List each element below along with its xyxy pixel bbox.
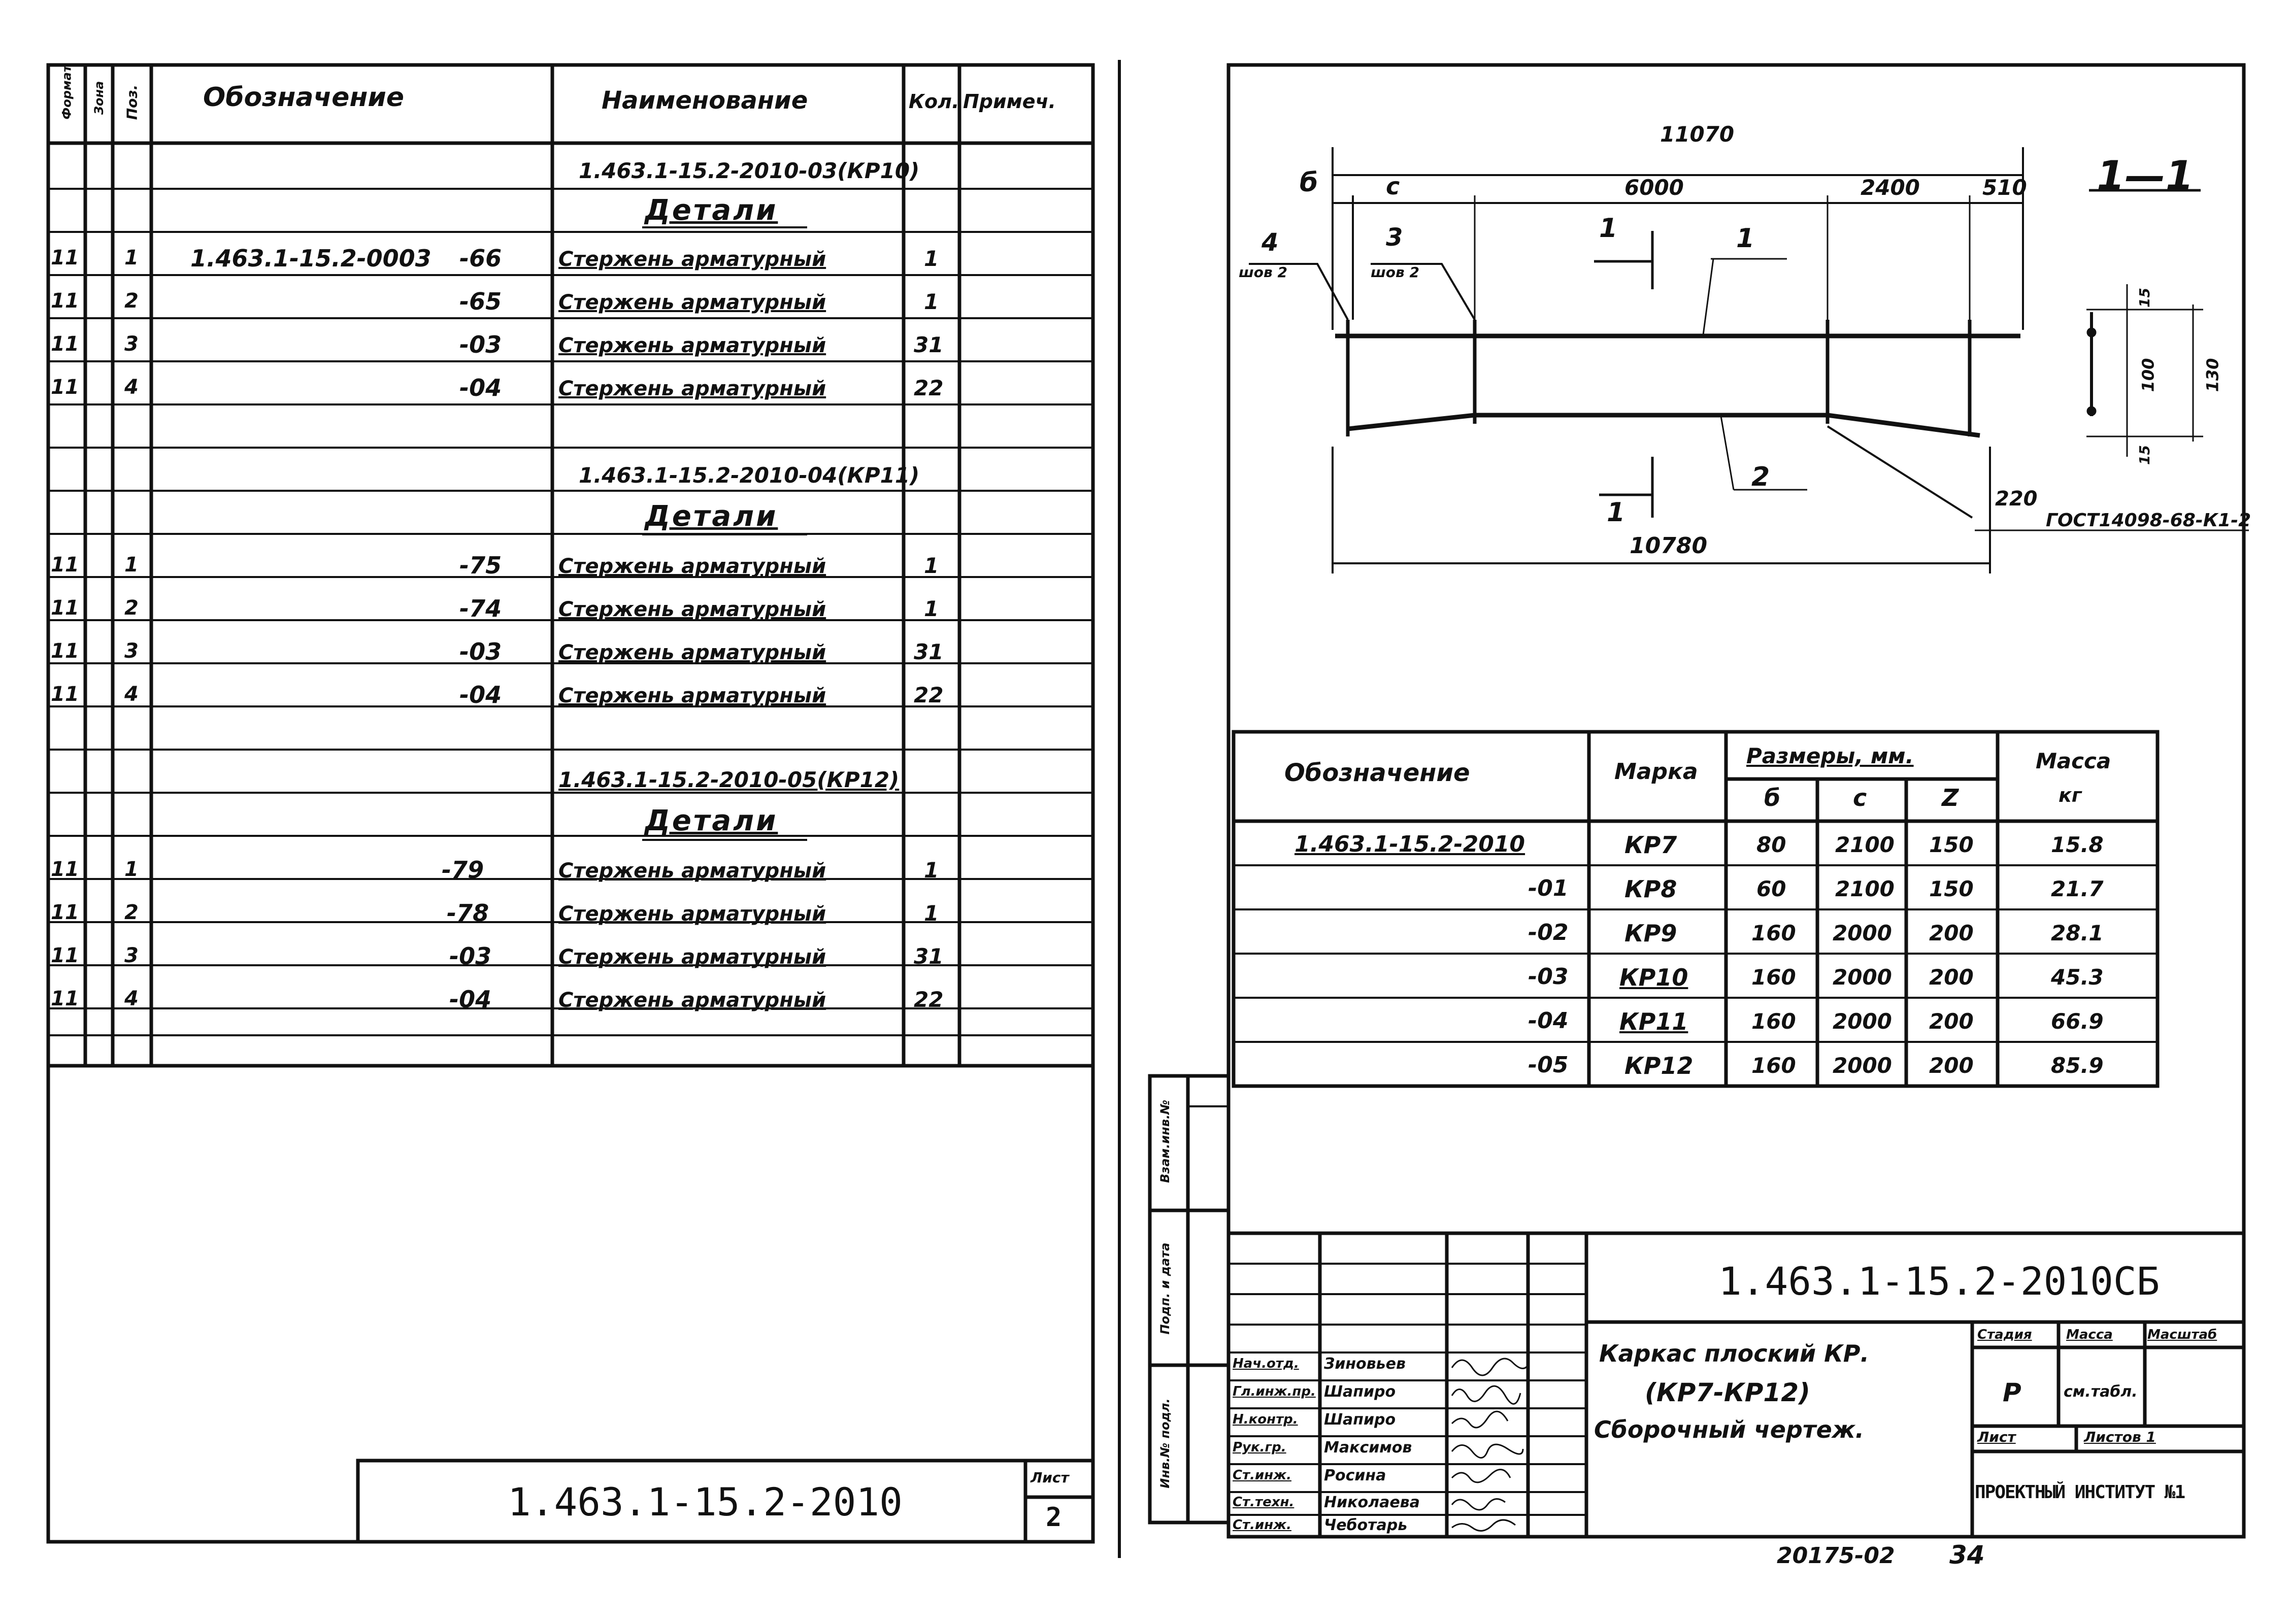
title-code: 1.463.1-15.2-2010СБ: [1718, 1259, 2160, 1304]
signer-name: Шапиро: [1324, 1383, 1396, 1401]
row-name: Стержень арматурный: [558, 377, 826, 400]
mass-row-mass: 21.7: [2051, 876, 2104, 901]
weld-3-label: шов 2: [1371, 264, 1419, 281]
row-pos: 1: [124, 246, 139, 269]
header-pos: Поз.: [123, 84, 141, 120]
header-name: Наименование: [602, 86, 808, 115]
header-qty: Кол.: [909, 90, 959, 113]
row-suffix: -03: [459, 638, 502, 665]
mass-header-z: Z: [1942, 784, 1959, 811]
row-name: Стержень арматурный: [558, 945, 826, 969]
mass-row-z: 150: [1929, 832, 1974, 857]
row-format: 11: [51, 596, 79, 620]
mass-row-b: 160: [1751, 1053, 1796, 1078]
row-format: 11: [51, 639, 79, 663]
mass-row-mass: 28.1: [2051, 921, 2104, 945]
header-zone: Зона: [92, 81, 106, 115]
mass-row-z: 150: [1929, 876, 1974, 901]
dim-2400: 2400: [1861, 175, 1920, 200]
row-pos: 4: [124, 987, 139, 1010]
strip-label-2: Подп. и дата: [1158, 1242, 1172, 1335]
row-format: 11: [51, 246, 79, 269]
row-qty: 22: [914, 376, 944, 400]
mass-row-b: 160: [1751, 921, 1796, 945]
mass-row-z: 200: [1929, 1009, 1974, 1034]
mass-header-b: б: [1764, 784, 1781, 811]
mass-row-designation: -04: [1528, 1008, 1569, 1034]
row-pos: 1: [124, 858, 139, 881]
mass-row-mark: КР8: [1624, 875, 1677, 903]
mass-value: см.табл.: [2064, 1383, 2138, 1401]
row-qty: 1: [924, 858, 939, 883]
row-format: 11: [51, 944, 79, 967]
row-pos: 3: [124, 639, 139, 663]
row-suffix: -79: [442, 856, 484, 884]
section-dim-100: 100: [2138, 358, 2158, 392]
signer-role: Нач.отд.: [1233, 1356, 1299, 1371]
row-qty: 1: [924, 596, 939, 621]
row-designation: 1.463.1-15.2-0003: [190, 245, 432, 272]
header-note: Примеч.: [963, 90, 1056, 113]
left-stamp-sheet-no: 2: [1046, 1502, 1062, 1533]
mass-row-designation: 1.463.1-15.2-2010: [1295, 831, 1525, 857]
mass-row-designation: -02: [1528, 920, 1569, 945]
title-line-3: Сборочный чертеж.: [1594, 1416, 1865, 1443]
mass-row-b: 60: [1756, 876, 1786, 901]
signer-name: Шапиро: [1324, 1411, 1396, 1429]
mass-row-mass: 85.9: [2051, 1053, 2104, 1078]
row-qty: 1: [924, 553, 939, 578]
title-line-1: Каркас плоский КР.: [1599, 1340, 1869, 1367]
mass-row-mass: 45.3: [2051, 965, 2104, 990]
row-suffix: -75: [459, 552, 502, 579]
row-name: Стержень арматурный: [558, 334, 826, 357]
mass-row-b: 160: [1751, 1009, 1796, 1034]
left-stamp-sheet-label: Лист: [1031, 1469, 1069, 1486]
dim-220: 220: [1995, 487, 2038, 511]
mass-row-c: 2000: [1833, 921, 1892, 945]
row-format: 11: [51, 683, 79, 706]
row-name: Стержень арматурный: [558, 291, 826, 314]
mass-row-designation: -05: [1528, 1052, 1569, 1078]
row-pos: 2: [124, 596, 139, 620]
row-suffix: -04: [449, 986, 492, 1013]
org-name: ПРОЕКТНЫЙ ИНСТИТУТ №1: [1975, 1482, 2185, 1503]
row-pos: 3: [124, 944, 139, 967]
mass-header-designation: Обозначение: [1284, 759, 1470, 787]
section-dim-130: 130: [2203, 358, 2222, 392]
mass-row-mark: КР9: [1624, 920, 1677, 947]
row-suffix: -04: [459, 374, 502, 401]
mass-row-c: 2000: [1833, 965, 1892, 990]
row-name: Стержень арматурный: [558, 989, 826, 1012]
row-format: 11: [51, 553, 79, 577]
mass-row-c: 2100: [1835, 832, 1895, 857]
row-format: 11: [51, 332, 79, 356]
row-name: Стержень арматурный: [558, 684, 826, 707]
section-heading-1: Детали: [645, 194, 778, 227]
row-pos: 2: [124, 289, 139, 313]
row-pos: 3: [124, 332, 139, 356]
dim-bottom: 10780: [1630, 533, 1708, 559]
signer-name: Зиновьев: [1324, 1355, 1406, 1373]
header-format: Формат: [59, 65, 74, 120]
row-pos: 1: [124, 553, 139, 577]
mass-row-mark: КР12: [1624, 1052, 1694, 1079]
signer-role: Ст.инж.: [1233, 1517, 1291, 1533]
mass-row-mark: КР11: [1619, 1008, 1688, 1035]
row-name: Стержень арматурный: [558, 598, 826, 621]
row-format: 11: [51, 987, 79, 1010]
mass-header-mass: Масса: [2036, 749, 2111, 773]
pos-1-label: 1: [1736, 223, 1755, 254]
mass-row-designation: -03: [1528, 964, 1569, 990]
mass-header-mark: Марка: [1614, 759, 1698, 785]
signer-name: Николаева: [1324, 1494, 1420, 1511]
section-heading-3: Детали: [645, 804, 778, 837]
signer-role: Ст.инж.: [1233, 1468, 1291, 1483]
pos-4-label: 4: [1262, 228, 1279, 257]
section-doc-3: 1.463.1-15.2-2010-05(КР12): [558, 767, 900, 792]
row-suffix: -03: [459, 331, 502, 358]
row-name: Стержень арматурный: [558, 859, 826, 883]
row-pos: 2: [124, 901, 139, 924]
strip-label-3: Инв.№ подл.: [1158, 1398, 1172, 1488]
mass-row-mark: КР7: [1624, 831, 1677, 859]
mass-row-z: 200: [1929, 921, 1974, 945]
section-dim-15b: 15: [2136, 445, 2153, 465]
row-name: Стержень арматурный: [558, 902, 826, 926]
mass-row-c: 2000: [1833, 1053, 1892, 1078]
row-suffix: -74: [459, 595, 502, 622]
signer-role: Рук.гр.: [1233, 1440, 1286, 1455]
scale-label: Масштаб: [2147, 1327, 2217, 1342]
mass-header-c: с: [1853, 784, 1867, 811]
pos-2-label: 2: [1751, 462, 1770, 492]
mass-row-b: 160: [1751, 965, 1796, 990]
row-qty: 31: [914, 332, 944, 357]
mass-row-c: 2100: [1835, 876, 1895, 901]
stage-value: Р: [2003, 1378, 2021, 1407]
mass-row-z: 200: [1929, 965, 1974, 990]
mass-row-mark: КР10: [1619, 964, 1688, 991]
mass-label: Масса: [2066, 1327, 2113, 1342]
row-format: 11: [51, 858, 79, 881]
row-pos: 4: [124, 376, 139, 399]
row-format: 11: [51, 289, 79, 313]
strip-label-1: Взам.инв.№: [1158, 1100, 1172, 1183]
mass-row-c: 2000: [1833, 1009, 1892, 1034]
signer-role: Ст.техн.: [1233, 1495, 1295, 1510]
header-designation: Обозначение: [203, 82, 405, 113]
row-qty: 31: [914, 639, 944, 664]
row-suffix: -04: [459, 681, 502, 708]
gost-label: ГОСТ14098-68-К1-2: [2046, 510, 2251, 531]
title-line-2: (КР7-КР12): [1645, 1378, 1810, 1407]
row-suffix: -66: [459, 245, 502, 272]
mass-header-mass-unit: кг: [2059, 784, 2082, 806]
row-format: 11: [51, 376, 79, 399]
section-doc-1: 1.463.1-15.2-2010-03(КР10): [579, 158, 920, 183]
cut-mark-bottom: 1: [1607, 497, 1625, 528]
footer-number: 20175-02: [1777, 1543, 1895, 1569]
stage-label: Стадия: [1977, 1327, 2032, 1342]
cut-mark-top: 1: [1599, 213, 1618, 244]
signer-name: Росина: [1324, 1467, 1386, 1484]
section-dim-15a: 15: [2136, 288, 2153, 308]
section-heading-2: Детали: [645, 500, 778, 533]
dim-b: б: [1300, 167, 1318, 198]
row-suffix: -65: [459, 288, 502, 315]
row-qty: 1: [924, 246, 939, 271]
mass-row-b: 80: [1756, 832, 1786, 857]
row-name: Стержень арматурный: [558, 248, 826, 271]
signer-role: Гл.инж.пр.: [1233, 1384, 1316, 1399]
weld-4-label: шов 2: [1239, 264, 1287, 281]
section-doc-2: 1.463.1-15.2-2010-04(КР11): [579, 463, 920, 488]
dim-510: 510: [1982, 175, 2027, 200]
dim-total: 11070: [1660, 122, 1735, 147]
dim-6000: 6000: [1624, 175, 1684, 200]
signer-role: Н.контр.: [1233, 1412, 1298, 1427]
section-title: 1—1: [2097, 152, 2194, 199]
row-name: Стержень арматурный: [558, 555, 826, 578]
sheet-label: Лист: [1977, 1429, 2016, 1445]
dim-c: с: [1386, 173, 1400, 200]
mass-row-mass: 66.9: [2051, 1009, 2104, 1034]
row-pos: 4: [124, 683, 139, 706]
mass-row-z: 200: [1929, 1053, 1974, 1078]
signer-name: Максимов: [1324, 1439, 1412, 1457]
row-qty: 1: [924, 289, 939, 314]
mass-row-designation: -01: [1528, 875, 1569, 901]
row-qty: 1: [924, 901, 939, 926]
footer-page: 34: [1949, 1540, 1985, 1570]
mass-row-mass: 15.8: [2051, 832, 2104, 857]
left-stamp-code: 1.463.1-15.2-2010: [508, 1479, 903, 1525]
row-format: 11: [51, 901, 79, 924]
row-qty: 22: [914, 683, 944, 707]
row-qty: 22: [914, 987, 944, 1012]
row-suffix: -03: [449, 942, 492, 970]
signer-name: Чеботарь: [1324, 1516, 1408, 1534]
pos-3-label: 3: [1386, 223, 1403, 252]
row-suffix: -78: [447, 899, 489, 927]
row-qty: 31: [914, 944, 944, 969]
mass-header-sizes: Размеры, мм.: [1746, 743, 1914, 768]
row-name: Стержень арматурный: [558, 641, 826, 664]
sheets-label: Листов 1: [2084, 1429, 2156, 1445]
